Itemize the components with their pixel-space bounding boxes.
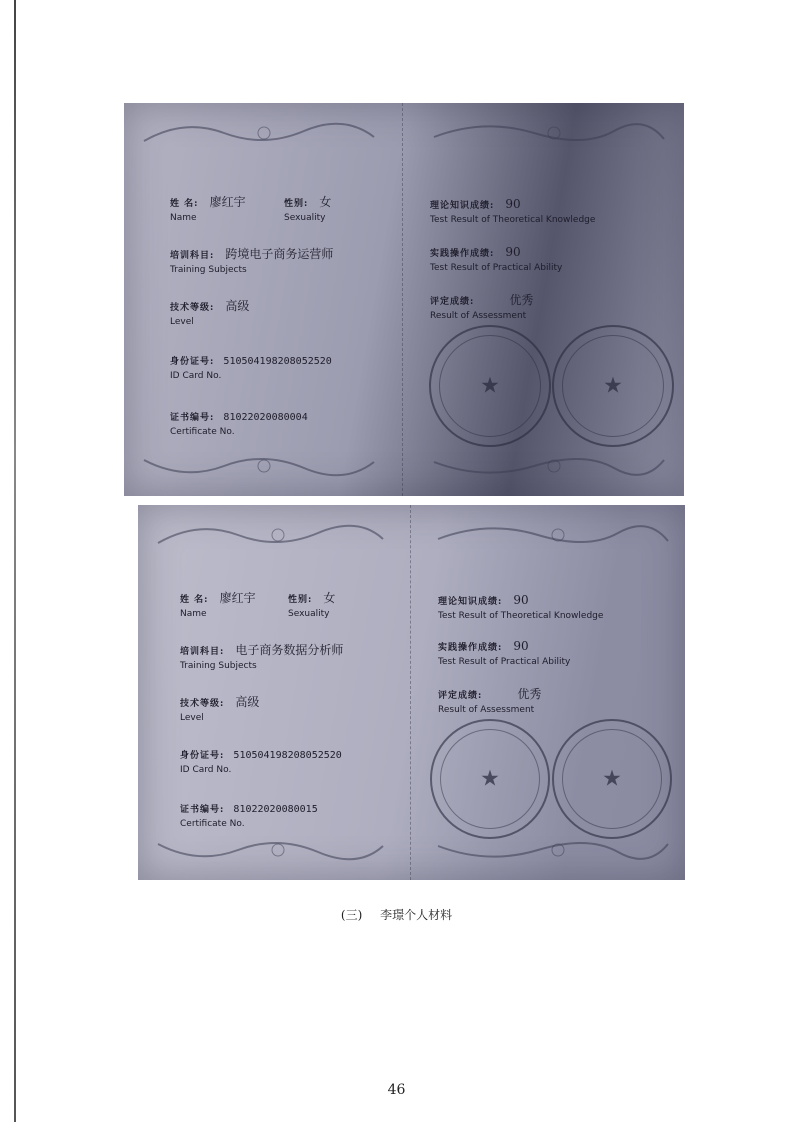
assess-label: 评定成绩: (438, 691, 483, 701)
practice-label: 实践操作成绩: (430, 249, 495, 259)
id-field (170, 349, 332, 381)
star-icon: ★ (480, 373, 500, 399)
theory-label: 理论知识成绩: (430, 201, 495, 211)
assess-label-en: Result of Assessment (438, 705, 535, 715)
name-value: 廖红宇 (209, 195, 246, 209)
theory-label-en: Test Result of Theoretical Knowledge (430, 215, 596, 225)
level-label: 技术等级: (180, 699, 225, 709)
caption-text: 李璟个人材料 (380, 908, 453, 922)
subject-label: 培训科目: (170, 251, 215, 261)
certificate-photo-1 (124, 103, 684, 496)
caption-number: (三) (340, 908, 363, 922)
practice-label-en: Test Result of Practical Ability (438, 657, 571, 667)
assess-value: 优秀 (517, 687, 542, 701)
sex-label-en: Sexuality (284, 213, 326, 223)
ornament-border-top (124, 113, 684, 153)
practice-value: 90 (513, 639, 529, 653)
theory-value: 90 (505, 197, 521, 211)
id-label-en: ID Card No. (180, 765, 232, 775)
assess-label: 评定成绩: (430, 297, 475, 307)
cert-no-value: 81022020080004 (223, 412, 308, 423)
ornament-border-top (138, 515, 685, 555)
sex-field (284, 191, 331, 223)
name-field (170, 191, 246, 223)
level-label-en: Level (180, 713, 204, 723)
level-value: 高级 (225, 299, 250, 313)
practice-label-en: Test Result of Practical Ability (430, 263, 563, 273)
theory-field (438, 589, 603, 621)
official-seal-2 (552, 325, 674, 447)
assess-field (438, 683, 541, 715)
cert-no-field (180, 797, 318, 829)
level-field (180, 691, 259, 723)
id-label: 身份证号: (170, 357, 215, 367)
id-value: 510504198208052520 (233, 750, 342, 761)
subject-field (180, 639, 343, 671)
theory-value: 90 (513, 593, 529, 607)
cert-no-value: 81022020080015 (233, 804, 318, 815)
assess-field (430, 289, 533, 321)
cert-no-label: 证书编号: (180, 805, 225, 815)
subject-field (170, 243, 333, 275)
sex-value: 女 (319, 195, 332, 209)
cert-no-label: 证书编号: (170, 413, 215, 423)
level-value: 高级 (235, 695, 260, 709)
name-label-en: Name (180, 609, 207, 619)
sex-field (288, 587, 335, 619)
subject-label-en: Training Subjects (180, 661, 257, 671)
sex-label-en: Sexuality (288, 609, 330, 619)
practice-label: 实践操作成绩: (438, 643, 503, 653)
center-fold (402, 103, 403, 496)
level-label: 技术等级: (170, 303, 215, 313)
section-caption (0, 906, 793, 923)
name-label: 姓 名: (170, 199, 199, 209)
scan-edge-line (14, 0, 16, 1122)
theory-field (430, 193, 595, 225)
name-label-en: Name (170, 213, 197, 223)
official-seal-1 (429, 325, 551, 447)
subject-label: 培训科目: (180, 647, 225, 657)
id-field (180, 743, 342, 775)
theory-label: 理论知识成绩: (438, 597, 503, 607)
id-value: 510504198208052520 (223, 356, 332, 367)
center-fold (410, 505, 411, 880)
id-label-en: ID Card No. (170, 371, 222, 381)
name-value: 廖红宇 (219, 591, 256, 605)
sex-label: 性别: (288, 595, 313, 605)
level-field (170, 295, 249, 327)
cert-no-label-en: Certificate No. (180, 819, 245, 829)
official-seal-1 (430, 719, 550, 839)
name-label: 姓 名: (180, 595, 209, 605)
ornament-border-bottom (138, 830, 685, 870)
ornament-border-bottom (124, 446, 684, 486)
name-field (180, 587, 256, 619)
practice-field (438, 635, 570, 667)
certificate-photo-2 (138, 505, 685, 880)
subject-label-en: Training Subjects (170, 265, 247, 275)
practice-value: 90 (505, 245, 521, 259)
assess-value: 优秀 (509, 293, 534, 307)
cert-no-label-en: Certificate No. (170, 427, 235, 437)
star-icon: ★ (603, 373, 623, 399)
id-label: 身份证号: (180, 751, 225, 761)
official-seal-2 (552, 719, 672, 839)
star-icon: ★ (480, 766, 500, 792)
subject-value: 电子商务数据分析师 (235, 643, 344, 657)
level-label-en: Level (170, 317, 194, 327)
theory-label-en: Test Result of Theoretical Knowledge (438, 611, 604, 621)
star-icon: ★ (602, 766, 622, 792)
cert-no-field (170, 405, 308, 437)
sex-value: 女 (323, 591, 336, 605)
sex-label: 性别: (284, 199, 309, 209)
page-number: 46 (387, 1082, 406, 1098)
practice-field (430, 241, 562, 273)
assess-label-en: Result of Assessment (430, 311, 527, 321)
subject-value: 跨境电子商务运营师 (225, 247, 334, 261)
